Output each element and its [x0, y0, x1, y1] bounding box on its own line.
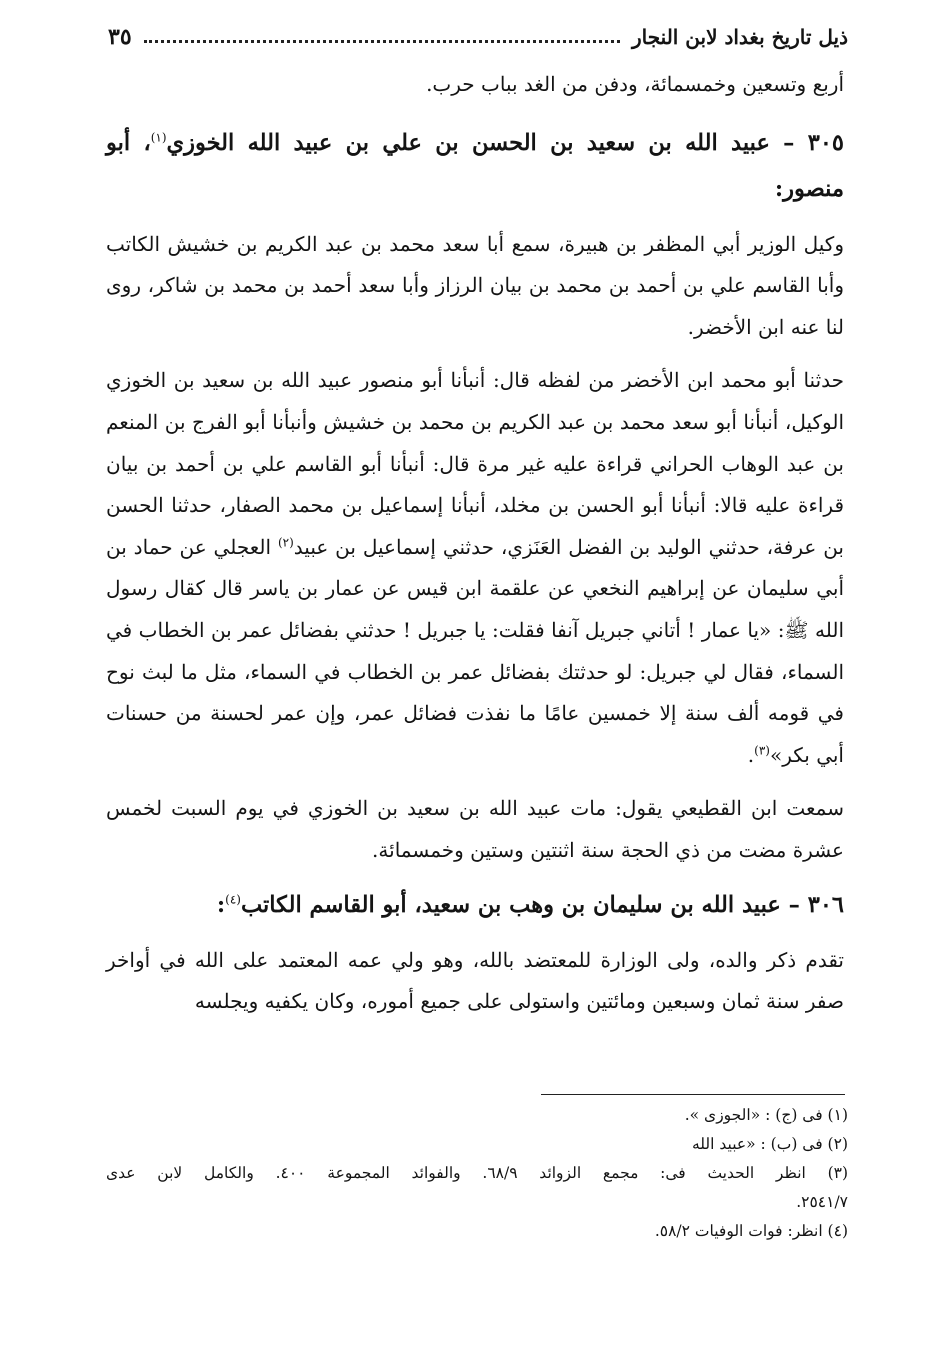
- footnote-1: (١) فى (ج) : «الجوزى ».: [684, 1106, 848, 1124]
- footnote-3-line-1: (٣) انظر الحديث فى: مجمع الزوائد ٦٨/٩. والفوائد المجموعة ٤٠٠. والكامل لابن عدى: [106, 1164, 849, 1182]
- header-dot-leader: [144, 32, 620, 43]
- hadith-isnad-text: حدثنا أبو محمد ابن الأخضر من لفظه قال: أنبأنا أبو منصور عبيد الله بن سعيد بن الخوزي الوكيل، أنبأنا أبو سعد محمد بن عبد الكريم بن محمد بن خشيش وأنبأنا أبو الفرج بن المنعم بن عبد الوهاب الحراني قراءة عليه غير مرة قال: أنبأنا أبو القاسم علي بن أحمد بن بيان قراءة عليه قالا: أنبأنا أبو الحسن بن مخلد، أنبأنا إسماعيل بن محمد الصفار، حدثنا الحسن بن عرفة، حدثني الوليد بن الفضل العَنَزي، حدثني إسماعيل بن عبيد: [106, 368, 844, 559]
- footnote-ref-2: (٢): [277, 535, 294, 550]
- entry-306-bio-paragraph: تقدم ذكر والده، ولى الوزارة للمعتضد بالله، وهو ولي عمه المعتمد على الله في أواخر صفر سنة ثمان وسبعين ومائتين واستولى على جميع أموره، وكان يكفيه ويجلسه: [106, 947, 844, 1014]
- running-header: [108, 20, 848, 54]
- page-number: ٣٥: [108, 24, 132, 50]
- entry-305-death-paragraph: سمعت ابن القطيعي يقول: مات عبيد الله بن سعيد بن الخوزي في يوم السبت لخمس عشرة مضت من ذي الحجة سنة اثنتين وستين وخمسمائة.: [106, 796, 844, 862]
- footnote-3-line-2: ٢٥٤١/٧.: [796, 1193, 848, 1211]
- main-text: [106, 64, 844, 1023]
- footnote-separator: [541, 1094, 845, 1095]
- previous-entry-ending: أربع وتسعين وخمسمائة، ودفن من الغد بباب حرب.: [426, 72, 844, 96]
- hadith-matn-text: العجلي عن حماد بن أبي سليمان عن إبراهيم النخعي عن علقمة ابن قيس عن عمار بن ياسر قال كقال رسول الله ﷺ: «يا عمار ! أتاني جبريل آنفا فقلت: يا جبريل ! حدثني بفضائل عمر بن الخطاب في السماء، فقال لي جبريل: لو حدثتك بفضائل عمر بن الخطاب في السماء، مثل ما لبث نوح في قومه ألف سنة إلا خمسين عامًا ما نفذت فضائل عمر، وإن عمر لحسنة من حسنات أبي بكر»: [106, 534, 845, 767]
- footnotes: [106, 1101, 848, 1246]
- entry-305-heading-text: ٣٠٥ – عبيد الله بن سعيد بن الحسن بن علي بن عبيد الله الخوزي: [166, 129, 844, 156]
- footnote-ref-3: (٣): [754, 743, 770, 758]
- entry-305-hadith-paragraph: [106, 360, 844, 776]
- footnote-ref-1: (١): [150, 130, 167, 145]
- header-title: ذيل تاريخ بغداد لابن النجار: [632, 25, 848, 49]
- entry-306-heading-text: ٣٠٦ – عبيد الله بن سليمان بن وهب بن سعيد، أبو القاسم الكاتب: [240, 891, 844, 918]
- entry-305-heading-tail: ، أبو منصور:: [106, 129, 844, 202]
- entry-305-bio-paragraph: وكيل الوزير أبي المظفر بن هبيرة، سمع أبا سعد محمد بن عبد الكريم بن خشيش الكاتب وأبا القاسم علي بن أحمد بن محمد بن بيان الرزاز وأبا سعد أحمد بن محمد بن شاكر، روى لنا عنه ابن الأخضر.: [106, 231, 844, 339]
- hadith-end-punct: .: [747, 742, 755, 767]
- entry-306-heading-tail: :: [216, 891, 226, 918]
- entry-306-heading: [106, 882, 844, 928]
- footnote-2: (٢) فى (ب) : «عبيد الله: [691, 1135, 848, 1153]
- entry-305-heading: [106, 120, 844, 212]
- footnote-ref-4: (٤): [225, 892, 241, 906]
- footnote-4: (٤) انظر: فوات الوفيات ٥٨/٢.: [654, 1222, 848, 1240]
